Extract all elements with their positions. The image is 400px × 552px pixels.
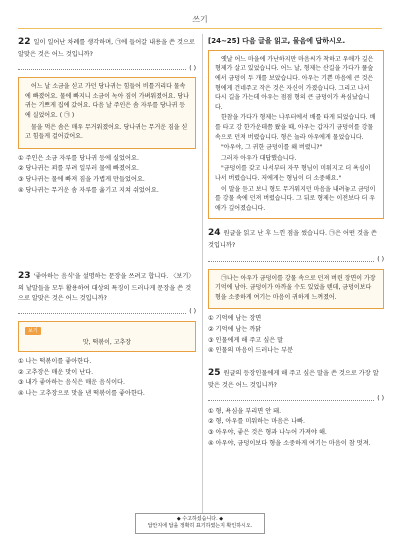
page-header: 쓰기 — [192, 15, 208, 24]
passage-paragraph: 그러자 아우가 대답했습니다. — [221, 154, 297, 162]
answer-paren: ( ) — [189, 64, 196, 72]
choice-item[interactable]: ③ 아우야, 좋은 것은 형과 나누어 가져야 해. — [208, 429, 327, 437]
question-22 — [18, 36, 196, 195]
choice-list — [208, 407, 384, 448]
question-number: 22 — [18, 37, 31, 47]
choice-list — [18, 154, 196, 195]
choice-item[interactable]: ④ 나는 고추장으로 맛을 낸 떡볶이를 좋아한다. — [18, 389, 145, 397]
choice-list — [208, 314, 384, 355]
choice-item[interactable]: ③ 당나귀는 물에 빠져 짐을 가볍게 만들었어요. — [18, 175, 145, 183]
choice-item[interactable]: ② 기억에 남는 까닭 — [208, 325, 262, 333]
box-paragraph: ㉠나는 아우가 금덩이를 강물 속으로 던져 버린 장면이 가장 기억에 남아. 금덩이가 아까울 수도 있었을 텐데, 금덩이보다 형을 소중하게 여기는 마음이 귀하게 느껴졌어. — [215, 274, 376, 301]
answer-line — [208, 255, 384, 265]
question-text: '좋아하는 음식'을 설명하는 문장을 쓰려고 합니다. 〈보기〉의 낱말들을 모두 활용하여 대상의 특징이 드러나게 문장을 쓴 것으로 알맞은 것은 어느 것입니까? — [18, 273, 195, 302]
right-column — [208, 36, 384, 449]
passage-paragraph: 한참을 가다가 형제는 나루터에서 배를 타게 되었습니다. 배를 타고 강 한가운데쯤 왔을 때, 아우는 갑자기 금덩이를 강물 속으로 던져 버렸습니다. 형은 놀라 아우에게 물었습니다. — [215, 114, 376, 141]
header-rule — [18, 28, 382, 29]
answer-paren: ( ) — [377, 395, 384, 403]
example-tag: 보기 — [25, 327, 41, 335]
question-number: 23 — [18, 271, 31, 282]
passage-paragraph: "금덩이를 갖고 나서부터 자꾸 형님이 미워지고 더 욕심이 나서 버렸습니다. 저에게는 형님이 더 소중해요." — [215, 165, 371, 182]
choice-item[interactable]: ③ 내가 좋아하는 음식은 매운 음식이다. — [18, 379, 126, 387]
footer — [0, 512, 400, 534]
footer-line: 답안지에 답을 정확히 표기하였는지 확인하시오. — [147, 523, 253, 529]
response-box — [208, 269, 384, 310]
choice-item[interactable]: ④ 당나귀는 무거운 솜 자루를 옮기고 지쳐 쉬었어요. — [18, 186, 159, 194]
story-box — [18, 77, 196, 149]
left-column — [18, 36, 196, 400]
question-number: 24 — [208, 228, 221, 239]
choice-item[interactable]: ① 형, 욕심을 부리면 안 돼. — [208, 407, 282, 415]
box-paragraph: 물을 먹은 솜은 매우 무거워졌어요. 당나귀는 무거운 짐을 싣고 힘들게 걸어갔어요. — [25, 123, 188, 141]
choice-item[interactable]: ① 나는 떡볶이를 좋아한다. — [18, 358, 92, 366]
box-paragraph: 어느 날 소금을 싣고 가던 당나귀는 힘들어 비틀거리다 물속에 빠졌어요. 물에 빠지니 소금이 녹아 짐이 가벼워졌어요. 당나귀는 기쁘게 집에 갔어요. 다음 날 주인은 솜 자루를 당나귀 등에 실었어요. ( ㉠ ) — [25, 83, 189, 119]
choice-list — [18, 357, 196, 398]
section-title: [24~25] 다음 글을 읽고, 물음에 답하시오. — [208, 37, 346, 45]
choice-item[interactable]: ④ 인물의 마음이 드러나는 부분 — [208, 347, 294, 355]
question-text: 일이 일어난 차례를 생각하며, ㉠에 들어갈 내용을 쓴 것으로 알맞은 것은 어느 것입니까? — [18, 39, 195, 58]
column-divider — [202, 34, 203, 514]
choice-item[interactable]: ② 당나귀는 꾀를 부려 일부러 물에 빠졌어요. — [18, 165, 139, 173]
footer-box — [135, 513, 266, 534]
example-words: 맛, 떡볶이, 고추장 — [82, 338, 132, 346]
passage-paragraph: 이 말을 듣고 보니 형도 무거워지던 마음을 내려놓고 금덩이를 강물 속에 던져 버렸습니다. 그 뒤로 형제는 이전보다 더 우애가 깊어졌습니다. — [215, 185, 376, 212]
question-23 — [18, 270, 196, 398]
answer-paren: ( ) — [377, 255, 384, 263]
passage-paragraph: 옛날 어느 마을에 가난하지만 마음씨가 착하고 우애가 깊은 형제가 살고 있었습니다. 어느 날, 형제는 산길을 가다가 풀숲에서 금덩이 두 개를 보았습니다. 아우는 기쁜 마음에 큰 것은 형에게 건네주고 작은 것은 자신이 가졌습니다. 그리고 나서 다시 길을 가는데 아우는 점점 형의 큰 금덩이가 욕심났습니다. — [215, 55, 374, 111]
question-24 — [208, 227, 384, 355]
choice-item[interactable]: ④ 아우야, 금덩이보다 형을 소중하게 여기는 마음이 참 멋져. — [208, 439, 371, 447]
footer-line: ◆ 수고하셨습니다. ◆ — [176, 515, 224, 522]
choice-item[interactable]: ① 주인은 소금 자루를 당나귀 등에 실었어요. — [18, 154, 139, 162]
answer-paren: ( ) — [189, 308, 196, 316]
question-number: 25 — [208, 367, 221, 378]
answer-line — [208, 394, 384, 404]
question-25 — [208, 367, 384, 449]
passage-paragraph: "아우야, 그 귀한 금덩이를 왜 버렸니?" — [221, 144, 323, 152]
choice-item[interactable]: ① 기억에 남는 장면 — [208, 315, 262, 323]
answer-line — [18, 307, 196, 317]
question-text: 원글을 읽고 난 후 느낀 점을 썼습니다. ㉠은 어떤 것을 쓴 것입니까? — [208, 230, 377, 250]
reading-passage — [208, 50, 384, 220]
choice-item[interactable]: ② 형, 아우를 미워하는 마음은 나빠. — [208, 418, 306, 426]
example-box — [18, 321, 196, 352]
answer-line — [18, 64, 196, 74]
choice-item[interactable]: ③ 인물에게 해 주고 싶은 말 — [208, 336, 284, 344]
choice-item[interactable]: ② 고추장은 매운 맛이 난다. — [18, 368, 94, 376]
question-text: 원글의 등장인물에게 해 주고 싶은 말을 쓴 것으로 가장 알맞은 것은 어느 것입니까? — [208, 369, 379, 389]
